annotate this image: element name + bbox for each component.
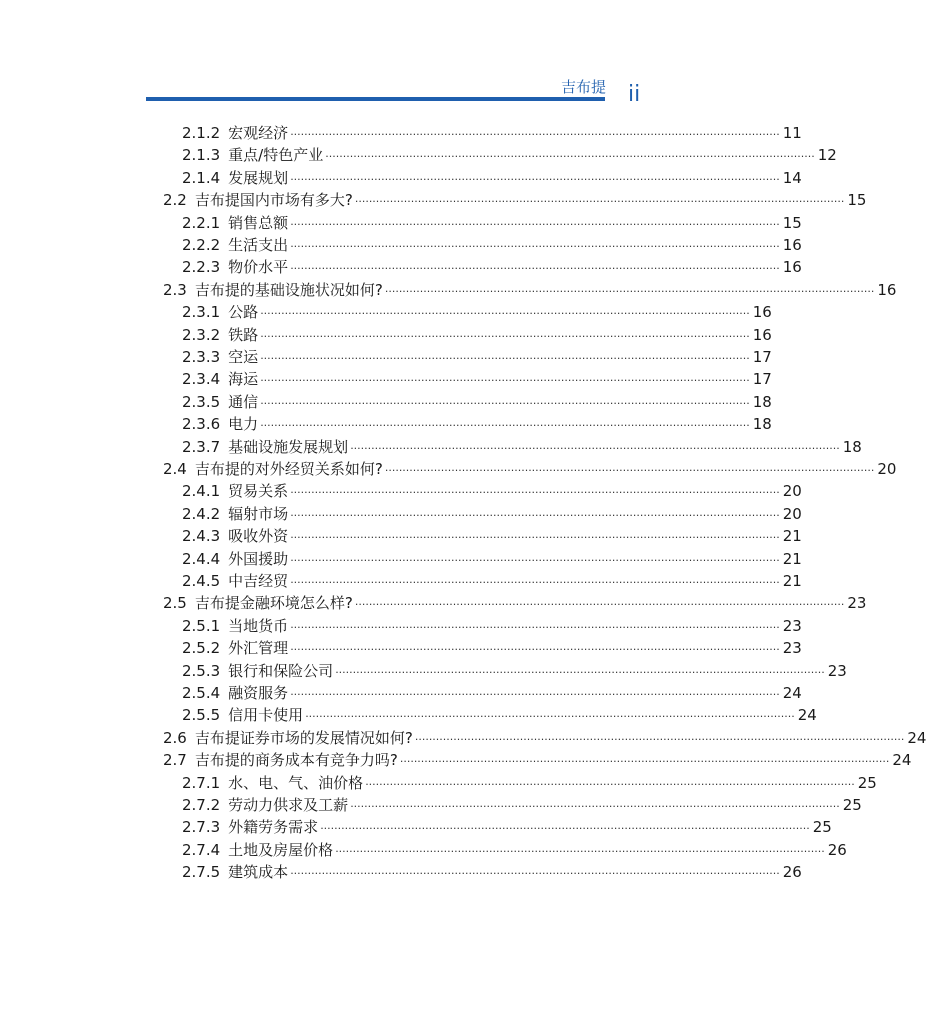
toc-dot-leader: ············································································································································ <box>290 643 780 657</box>
toc-dot-leader: ············································································································································ <box>290 576 780 589</box>
toc-subsection-entry[interactable] <box>182 525 802 547</box>
toc-subsection-entry[interactable] <box>182 167 802 189</box>
toc-entry-number: 2.2.1 <box>182 213 221 232</box>
toc-entry-number: 2.1.4 <box>182 168 221 187</box>
toc-entry-page: 24 <box>782 684 802 702</box>
toc-entry-title: 宏观经济 <box>228 124 289 142</box>
toc-section-entry[interactable] <box>163 749 912 771</box>
toc-entry-page: 15 <box>847 191 867 210</box>
toc-entry-number: 2.4.3 <box>182 527 221 546</box>
toc-entry-page: 16 <box>782 236 802 254</box>
toc-entry-page: 20 <box>782 482 802 501</box>
toc-dot-leader: ············································································································································ <box>384 284 875 298</box>
toc-entry-number: 2.3.1 <box>182 303 221 322</box>
toc-entry-title: 辐射市场 <box>228 504 289 523</box>
toc-entry-title: 重点/特色产业 <box>228 146 324 165</box>
page-number: ii <box>628 82 641 107</box>
toc-dot-leader: ············································································································································ <box>290 553 780 567</box>
toc-subsection-entry[interactable] <box>182 413 772 435</box>
toc-subsection-entry[interactable] <box>182 861 802 883</box>
toc-dot-leader: ············································································································································ <box>290 867 780 881</box>
toc-entry-page: 21 <box>782 527 802 546</box>
toc-subsection-entry[interactable] <box>182 637 802 659</box>
toc-entry-title: 销售总额 <box>228 213 289 232</box>
toc-dot-leader: ············································································································································ <box>260 352 750 365</box>
toc-section-entry[interactable] <box>163 189 867 211</box>
toc-entry-number: 2.5.5 <box>182 706 221 725</box>
toc-subsection-entry[interactable] <box>182 301 772 323</box>
toc-entry-page: 21 <box>782 572 802 590</box>
toc-entry-title: 吉布提的基础设施状况如何? <box>194 280 383 299</box>
toc-entry-title: 外国援助 <box>228 549 289 568</box>
toc-dot-leader: ············································································································································ <box>350 441 840 455</box>
toc-entry-title: 基础设施发展规划 <box>228 437 349 456</box>
toc-dot-leader: ············································································································································ <box>290 486 780 500</box>
toc-entry-page: 26 <box>827 840 847 859</box>
toc-entry-title: 吉布提的商务成本有竞争力吗? <box>194 751 398 770</box>
toc-entry-title: 外籍劳务需求 <box>228 818 319 837</box>
toc-entry-page: 18 <box>842 437 862 456</box>
toc-entry-number: 2.3.4 <box>182 370 221 389</box>
toc-dot-leader: ············································································································································ <box>354 598 845 612</box>
toc-entry-title: 劳动力供求及工薪 <box>228 796 349 814</box>
toc-entry-number: 2.3.5 <box>182 392 221 411</box>
toc-entry-page: 16 <box>752 325 772 344</box>
toc-dot-leader: ············································································································································ <box>290 128 780 141</box>
toc-entry-title: 当地货币 <box>228 616 289 635</box>
toc-entry-title: 空运 <box>228 348 259 366</box>
toc-dot-leader: ············································································································································ <box>260 307 750 321</box>
toc-subsection-entry[interactable] <box>182 704 817 726</box>
toc-entry-number: 2.1.3 <box>182 146 221 165</box>
toc-subsection-entry[interactable] <box>182 122 802 144</box>
toc-entry-number: 2.5.4 <box>182 684 221 702</box>
toc-entry-number: 2.3.7 <box>182 437 221 456</box>
toc-entry-page: 20 <box>877 460 897 478</box>
toc-entry-number: 2.7.4 <box>182 840 221 859</box>
toc-dot-leader: ············································································································································ <box>384 464 875 477</box>
toc-entry-page: 18 <box>752 392 772 411</box>
toc-subsection-entry[interactable] <box>182 436 862 458</box>
toc-entry-number: 2.4.2 <box>182 504 221 523</box>
toc-entry-number: 2.3.3 <box>182 348 221 366</box>
toc-section-entry[interactable] <box>163 592 867 614</box>
toc-entry-page: 25 <box>812 818 832 837</box>
toc-entry-page: 23 <box>847 594 867 613</box>
toc-dot-leader: ············································································································································ <box>414 732 905 746</box>
toc-dot-leader: ············································································································································ <box>350 800 840 813</box>
toc-entry-page: 16 <box>877 280 897 299</box>
toc-entry-title: 中吉经贸 <box>228 572 289 590</box>
toc-entry-number: 2.4.1 <box>182 482 221 501</box>
toc-subsection-entry[interactable] <box>182 660 847 682</box>
toc-entry-page: 24 <box>892 751 912 770</box>
toc-entry-title: 贸易关系 <box>228 482 289 501</box>
toc-entry-number: 2.3 <box>163 280 187 299</box>
toc-entry-title: 铁路 <box>228 325 259 344</box>
toc-entry-number: 2.5 <box>163 594 187 613</box>
toc-subsection-entry[interactable] <box>182 256 802 278</box>
toc-entry-title: 通信 <box>228 392 259 411</box>
toc-entry-title: 海运 <box>228 370 259 389</box>
toc-dot-leader: ············································································································································ <box>290 531 780 545</box>
toc-entry-title: 融资服务 <box>228 684 289 702</box>
toc-entry-page: 23 <box>827 661 847 680</box>
toc-entry-number: 2.1.2 <box>182 124 221 142</box>
toc-dot-leader: ············································································································································ <box>305 710 795 724</box>
toc-entry-page: 23 <box>782 616 802 635</box>
toc-entry-title: 发展规划 <box>228 168 289 187</box>
toc-entry-number: 2.3.6 <box>182 415 221 434</box>
toc-dot-leader: ············································································································································ <box>260 329 750 343</box>
toc-dot-leader: ············································································································································ <box>325 150 815 164</box>
toc-entry-title: 电力 <box>228 415 259 434</box>
toc-entry-page: 16 <box>752 303 772 322</box>
toc-dot-leader: ············································································································································ <box>290 620 780 634</box>
toc-entry-title: 吉布提金融环境怎么样? <box>194 594 353 613</box>
toc-entry-number: 2.4 <box>163 460 187 478</box>
toc-entry-title: 吸收外资 <box>228 527 289 546</box>
toc-dot-leader: ············································································································································ <box>335 665 825 679</box>
toc-entry-title: 建筑成本 <box>228 863 289 882</box>
toc-subsection-entry[interactable] <box>182 682 802 704</box>
toc-dot-leader: ············································································································································ <box>290 172 780 186</box>
toc-dot-leader: ············································································································································ <box>260 396 750 410</box>
toc-subsection-entry[interactable] <box>182 772 877 794</box>
toc-entry-number: 2.7 <box>163 751 187 770</box>
toc-entry-number: 2.7.1 <box>182 773 221 792</box>
toc-entry-number: 2.7.2 <box>182 796 221 814</box>
toc-subsection-entry[interactable] <box>182 368 772 390</box>
toc-entry-page: 17 <box>752 348 772 366</box>
toc-entry-number: 2.2 <box>163 191 187 210</box>
toc-entry-title: 银行和保险公司 <box>228 661 334 680</box>
toc-entry-title: 吉布提国内市场有多大? <box>194 191 353 210</box>
toc-dot-leader: ············································································································································ <box>399 755 890 769</box>
toc-entry-number: 2.3.2 <box>182 325 221 344</box>
toc-entry-number: 2.7.5 <box>182 863 221 882</box>
toc-entry-title: 信用卡使用 <box>228 706 304 725</box>
toc-entry-page: 18 <box>752 415 772 434</box>
toc-dot-leader: ············································································································································ <box>354 195 845 209</box>
toc-entry-page: 26 <box>782 863 802 882</box>
toc-subsection-entry[interactable] <box>182 570 802 592</box>
toc-entry-page: 25 <box>842 796 862 814</box>
toc-subsection-entry[interactable] <box>182 480 802 502</box>
toc-subsection-entry[interactable] <box>182 839 847 861</box>
header-rule <box>146 97 605 101</box>
toc-section-entry[interactable] <box>163 727 926 749</box>
toc-subsection-entry[interactable] <box>182 794 862 816</box>
toc-entry-number: 2.7.3 <box>182 818 221 837</box>
toc-section-entry[interactable] <box>163 458 897 480</box>
toc-dot-leader: ············································································································································ <box>320 822 810 836</box>
toc-entry-page: 16 <box>782 258 802 277</box>
toc-dot-leader: ············································································································································ <box>260 419 750 433</box>
toc-subsection-entry[interactable] <box>182 324 772 346</box>
toc-entry-page: 14 <box>782 168 802 187</box>
toc-entry-number: 2.4.5 <box>182 572 221 590</box>
toc-dot-leader: ············································································································································ <box>290 262 780 276</box>
toc-entry-page: 11 <box>782 124 802 142</box>
toc-subsection-entry[interactable] <box>182 144 837 166</box>
toc-entry-page: 25 <box>857 773 877 792</box>
toc-subsection-entry[interactable] <box>182 615 802 637</box>
toc-entry-number: 2.2.2 <box>182 236 221 254</box>
toc-dot-leader: ············································································································································ <box>290 508 780 522</box>
toc-dot-leader: ············································································································································ <box>365 777 855 791</box>
toc-entry-page: 20 <box>782 504 802 523</box>
toc-dot-leader: ············································································································································ <box>335 844 825 858</box>
toc-entry-page: 12 <box>817 146 837 165</box>
toc-entry-title: 公路 <box>228 303 259 322</box>
toc-dot-leader: ············································································································································ <box>290 688 780 701</box>
running-header-title: 吉布提 <box>560 78 606 96</box>
toc-entry-title: 生活支出 <box>228 236 289 254</box>
toc-entry-title: 水、电、气、油价格 <box>228 773 364 792</box>
toc-entry-page: 24 <box>907 728 926 747</box>
toc-entry-title: 吉布提的对外经贸关系如何? <box>194 460 383 478</box>
toc-entry-number: 2.2.3 <box>182 258 221 277</box>
toc-subsection-entry[interactable] <box>182 346 772 368</box>
toc-entry-title: 土地及房屋价格 <box>228 840 334 859</box>
toc-entry-page: 21 <box>782 549 802 568</box>
toc-entry-number: 2.5.2 <box>182 639 221 658</box>
toc-dot-leader: ············································································································································ <box>260 374 750 388</box>
toc-subsection-entry[interactable] <box>182 548 802 570</box>
toc-section-entry[interactable] <box>163 279 897 301</box>
toc-entry-title: 吉布提证券市场的发展情况如何? <box>194 728 413 747</box>
toc-subsection-entry[interactable] <box>182 503 802 525</box>
toc-dot-leader: ············································································································································ <box>290 217 780 231</box>
toc-entry-number: 2.5.1 <box>182 616 221 635</box>
toc-entry-page: 23 <box>782 639 802 658</box>
toc-entry-title: 物价水平 <box>228 258 289 277</box>
toc-subsection-entry[interactable] <box>182 212 802 234</box>
toc-entry-number: 2.4.4 <box>182 549 221 568</box>
toc-subsection-entry[interactable] <box>182 391 772 413</box>
toc-entry-page: 24 <box>797 706 817 725</box>
toc-entry-number: 2.6 <box>163 728 187 747</box>
toc-entry-page: 17 <box>752 370 772 389</box>
toc-subsection-entry[interactable] <box>182 234 802 256</box>
toc-entry-number: 2.5.3 <box>182 661 221 680</box>
toc-dot-leader: ············································································································································ <box>290 240 780 253</box>
toc-entry-page: 15 <box>782 213 802 232</box>
toc-subsection-entry[interactable] <box>182 816 832 838</box>
toc-entry-title: 外汇管理 <box>228 639 289 658</box>
